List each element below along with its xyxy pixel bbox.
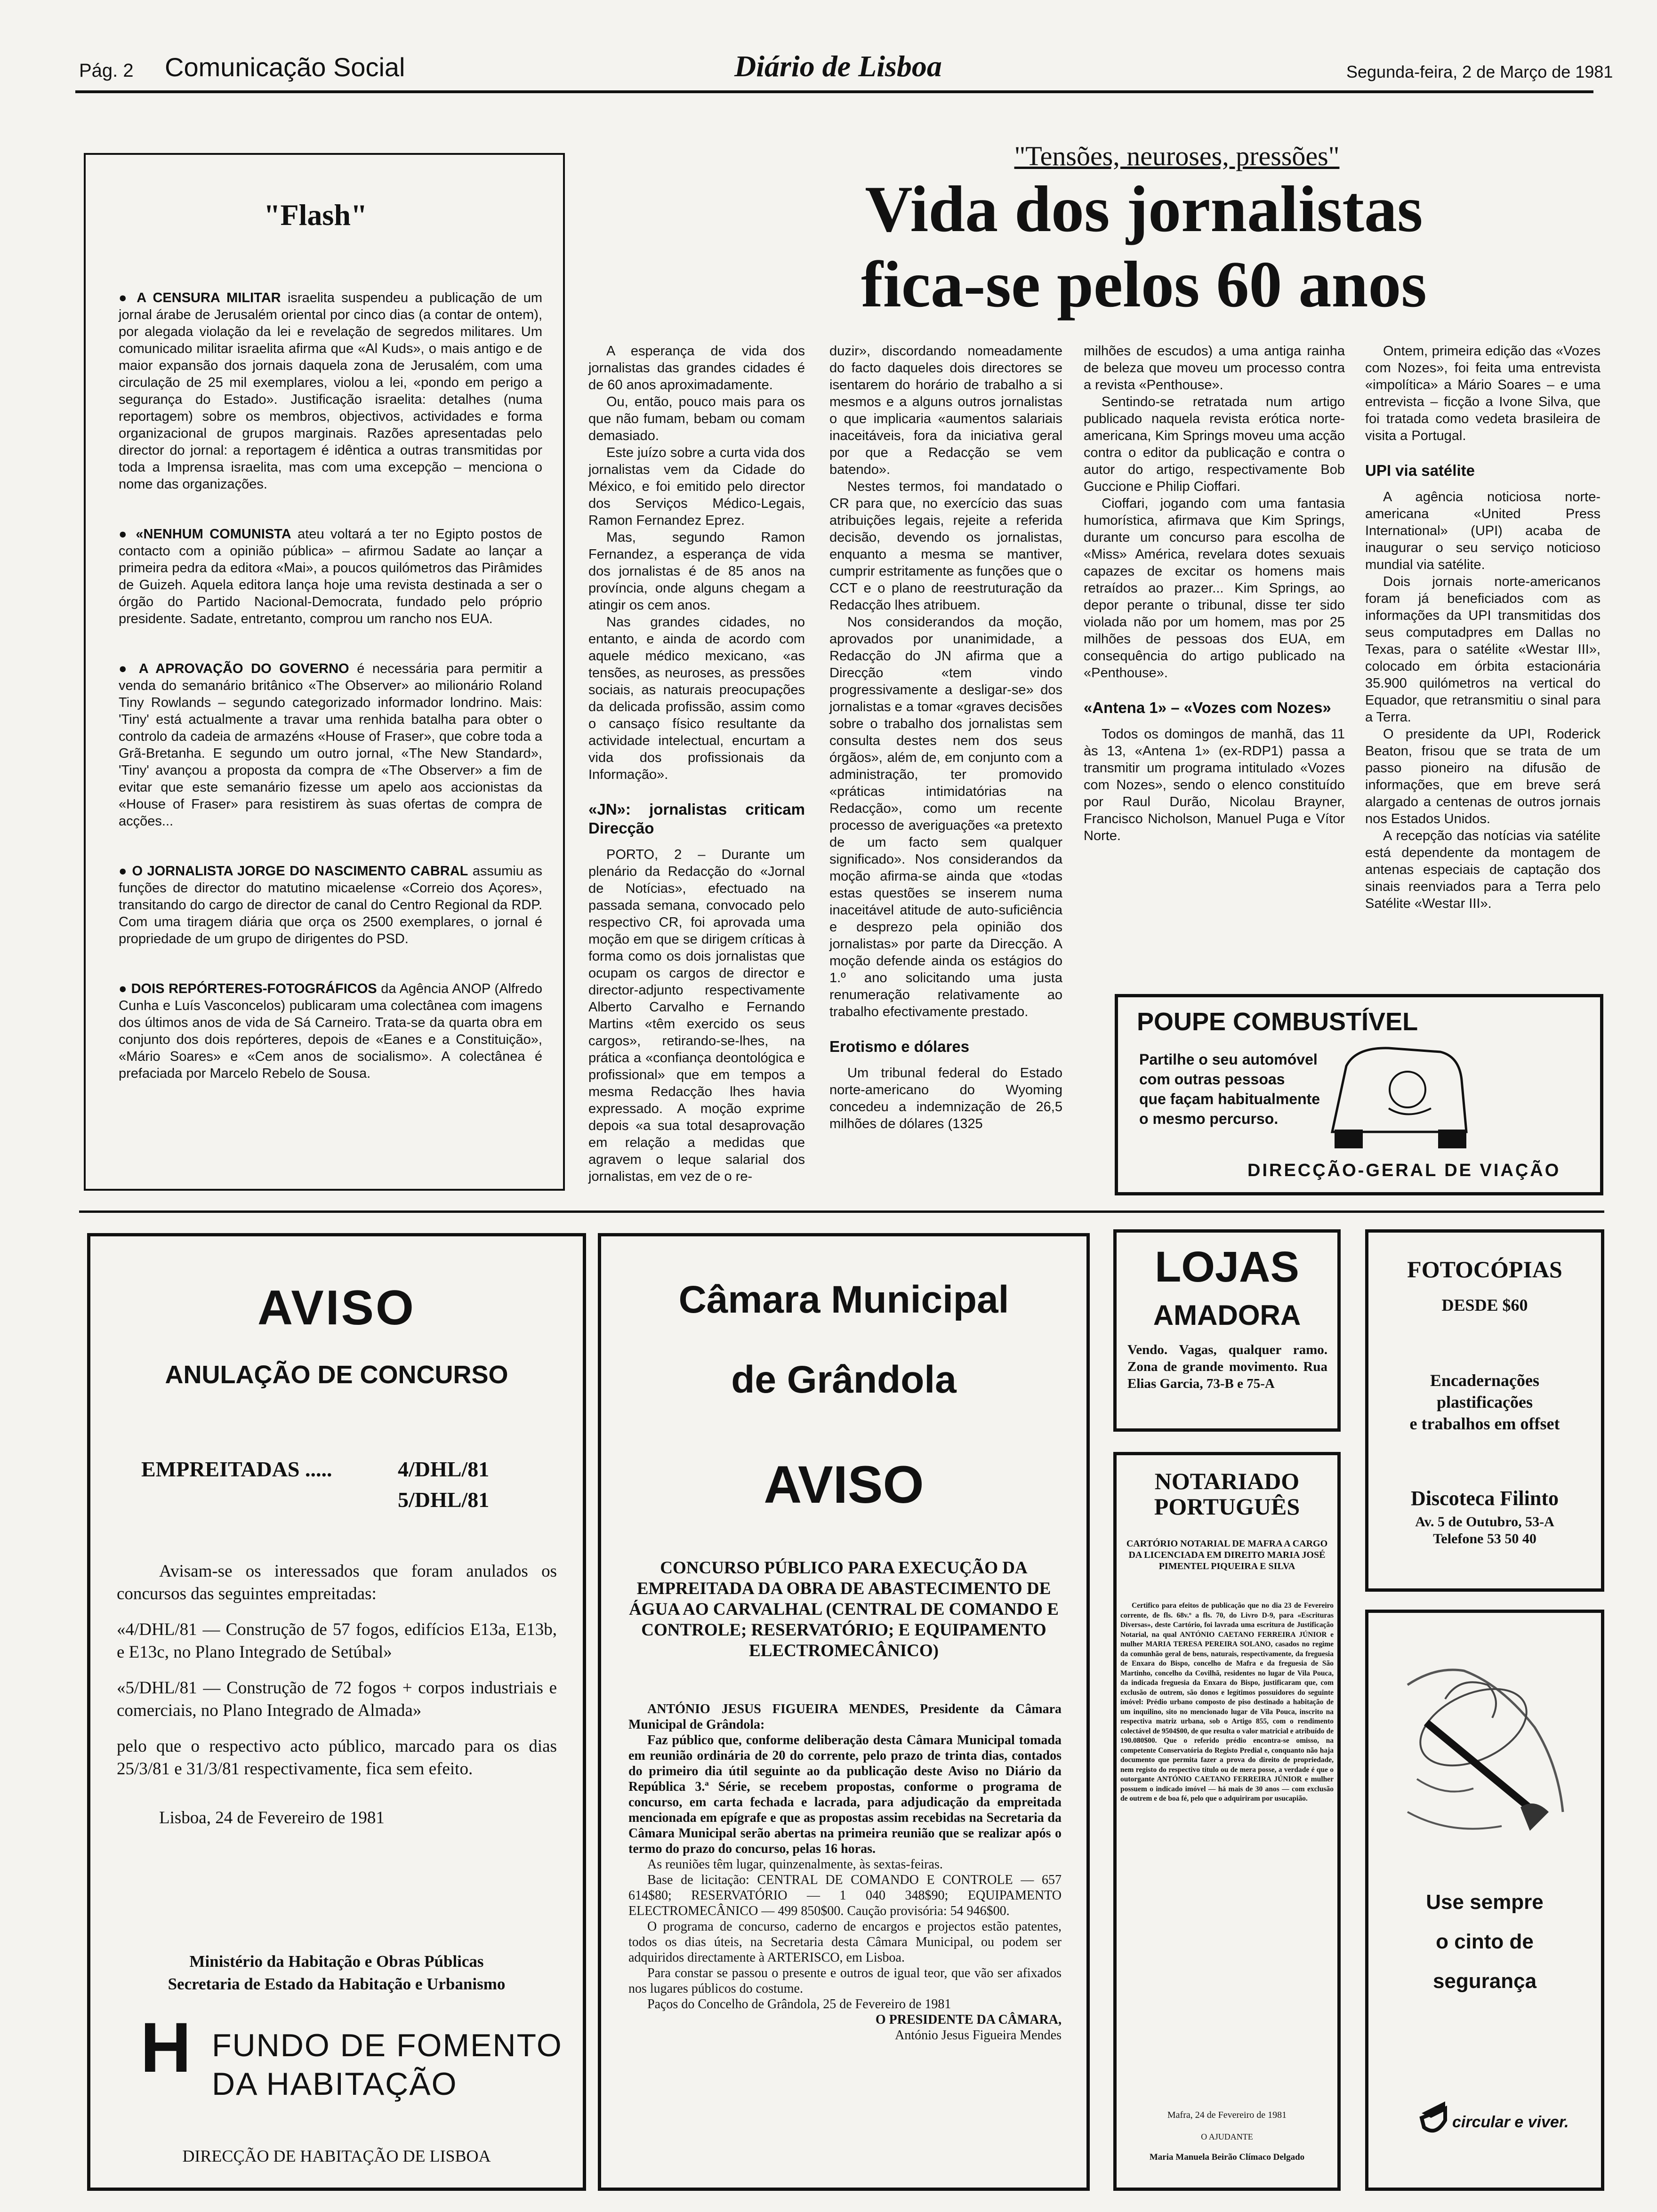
flash-item: ● «NENHUM COMUNISTA ateu voltará a ter no Egipto postos de contacto com a opinião pública» – afirmou Sadate ao lançar a primeira pedra da editora «Mai», a poucos quilómetros das Pirâmides de Guizeh. Aquela editora lança hoje uma revista destinada a ser o órgão do Partido Nacional-Democrata, fundado pelo próprio presidente. Sadate, entretanto, comprou um rancho nos EUA. [119, 527, 542, 626]
discoteca-address: Av. 5 de Outubro, 53-A Telefone 53 50 40 [1415, 1514, 1554, 1547]
cinto-text: Use sempre o cinto de segurança [1426, 1891, 1544, 1993]
poupe-title: POUPE COMBUSTÍVEL [1137, 1008, 1418, 1036]
seatbelt-driver-illustration [1379, 1657, 1591, 1864]
camara-title-1: Câmara Municipal [678, 1278, 1009, 1321]
aviso-footer: DIRECÇÃO DE HABITAÇÃO DE LISBOA [182, 2147, 491, 2165]
lojas-title-2: AMADORA [1153, 1299, 1301, 1331]
fotocopias-services: Encadernações plastificações e trabalhos em offset [1409, 1371, 1560, 1433]
flash-list [119, 289, 542, 1115]
aviso-title: AVISO [257, 1281, 416, 1335]
section-rule [79, 1210, 1604, 1213]
lojas-title-1: LOJAS [1155, 1243, 1299, 1291]
car-illustration [1318, 1038, 1478, 1151]
circular-brand: circular e viver. [1452, 2113, 1569, 2131]
discoteca-name: Discoteca Filinto [1410, 1487, 1559, 1510]
camara-aviso: AVISO [764, 1455, 924, 1514]
article-column-2: duzir», discordando nomeadamente do facto daqueles dois directores se isentarem do horário de trabalho a si mesmos e a alguns outros jornalistas o que implicaria «aumentos salariais inaceitáveis, fora da iniciativa geral por que a Redacção se vem batendo». Nestes termos, foi mandatado o CR para que, no exercício das suas atribuições legais, rejeite a referida decisão, devendo os jornalistas, enquanto a mesma se mantiver, cumprir estritamente as funções que o CCT e o plano de reestruturação da Redacção lhes atribuem. Nos considerandos da moção, aprovados por unanimidade, a Redacção do JN afirma que a Direcção «tem vindo progressivamente a desligar-se» dos jornalistas e a tomar «graves decisões sobre o trabalho dos jornalistas sem consulta destes nem dos seus órgãos», além de, em conjunto com a administração, ter promovido «práticas intimidatórias na Redacção», como um recente processo de averiguações «a pretexto de um facto sem qualquer significado». Nos considerandos da moção afirma-se ainda que «todas estas questões se inserem numa inaceitável atitude de auto-suficiência e desprezo pela opinião dos jornalistas» por parte da Direcção. A moção defende ainda os estágios do 1.º ano solicitando uma justa renumeração relativamente ao trabalho efectivamente prestado. Erotismo e dólares Um tribunal federal do Estado norte-americano do Wyoming concedeu a indemnização de 26,5 milhões de dólares (1325 [829, 344, 1062, 1131]
circular-logo-icon [1417, 2099, 1450, 2141]
flash-item: ● A CENSURA MILITAR israelita suspendeu a publicação de um jornal árabe de Jerusalém oriental por cinco dias (a contar de ontem), por alegada violação da lei e revelação de segredos militares. Um comunicado militar israelita afirma que «Al Kuds», o mais antigo e de maior expansão dos jornais daquela zona de Jerusalém, com uma circulação de 25 mil exemplares, violou a lei, «pondo em perigo a segurança do Estado». Justificação israelita: detalhes (numa reportagem) sobre os membros, objectivos, actividades e forma organizacional de grupos marginais. Razões apresentadas pelo director do jornal: a reportagem é idêntica a outras transmitidas por toda a Imprensa israelita, mas com uma excepção – menciona o nome das organizações. [119, 290, 542, 492]
ministry: Ministério da Habitação e Obras Públicas [189, 1952, 484, 1971]
article-headline-1: Vida dos jornalistas [865, 173, 1423, 246]
issue-date: Segunda-feira, 2 de Março de 1981 [1346, 62, 1613, 81]
article-column-3: milhões de escudos) a uma antiga rainha de beleza que moveu um processo contra a revista «Penthouse». Sentindo-se retratada num artigo publicado naquela revista erótica norte-americana, Kim Springs moveu uma acção contra o editor da publicação e contra o autor do artigo, respectivamente Bob Guccione e Philip Cioffari. Cioffari, jogando com uma fantasia humorística, afirmava que Kim Springs, durante um concurso para escolha de «Miss» América, revelara dotes sexuais capazes de excitar os homens mais retraídos ao prazer... Kim Springs, ao depor perante o tribunal, disse ter sido violada não por um homem, mas por 25 milhões de pessoas dos EUA, em consequência do artigo publicado na «Penthouse». «Antena 1» – «Vozes com Nozes» Todos os domingos de manhã, das 11 às 13, «Antena 1» (ex-RDP1) passa a transmitir um programa intitulado «Vozes com Nozes», sendo o elenco constituído por Raul Durão, Nicolau Brayner, Francisco Nicholson, Manuel Puga e Vítor Norte. [1084, 344, 1345, 843]
camara-title-2: de Grândola [731, 1358, 957, 1401]
subhead-erotismo: Erotismo e dólares [829, 1038, 970, 1055]
subhead-jn: «JN»: jornalistas criticam Direcção [588, 801, 805, 837]
fundo-name: FUNDO DE FOMENTO DA HABITAÇÃO [212, 2028, 563, 2102]
notariado-body: Certifico para efeitos de publicação que no dia 23 de Fevereiro corrente, de fls. 68v.º a fls. 70, do Livro D-9, para «Escrituras Diversas», deste Cartório, foi lavrada uma escritura de Justificação Notarial, na qual ANTÓNIO CAETANO FERREIRA JÚNIOR e mulher MARIA TERESA PEREIRA SOLANO, casados no regime da comunhão geral de bens, naturais, respectivamente, da freguesia de Enxara do Bispo, concelho de Mafra e da freguesia de São Martinho, concelho da Covilhã, residentes no lugar de Vila Pouca, da indicada freguesia da Enxara do Bispo, justificaram que, com exclusão de outrem, são donos e legítimos possuidores do seguinte imóvel: Prédio urbano composto de piso destinado a habitação de um inquilino, sito no mencionado lugar de Vila Pouca, inscrito na respectiva matriz urbana, sob o Artigo 855, com o rendimento colectável de 9504$00, de que resulta o valor matricial e atribuído de 190.080$00. Que o referido prédio encontra-se omisso, na competente Conservatória do Registo Predial e, conquanto não haja documento que permita fazer a prova do direito de propriedade, nem registo do respectivo título ou de mera posse, a verdade é que o outorgante ANTÓNIO CAETANO FERREIRA JÚNIOR e mulher possuem o indicado imóvel — há mais de 30 anos — com exclusão de outrem e de boa fé, pelo que o adquiriram por usucapião. [1120, 1602, 1334, 1803]
article-headline-2: fica-se pelos 60 anos [861, 248, 1427, 321]
fotocopias-price: DESDE $60 [1441, 1296, 1528, 1314]
empreitadas-label: EMPREITADAS ..... [141, 1457, 332, 1481]
fundo-logo-icon: H [140, 2008, 192, 2087]
header-rule [75, 90, 1593, 93]
secretary: Secretaria de Estado da Habitação e Urbanismo [168, 1975, 506, 1993]
empreitada-2: 5/DHL/81 [398, 1488, 490, 1512]
masthead: Diário de Lisboa [734, 49, 942, 83]
flash-item: ● A APROVAÇÃO DO GOVERNO é necessária para permitir a venda do semanário britânico «The Observer» ao milionário Roland Tiny Rowlands – segundo categorizado informador londrino. Mais: 'Tiny' está actualmente a travar uma renhida batalha para obter o controlo da cadeia de armazéns «House of Fraser», que cobre toda a Grã-Bretanha. E segundo um outro jornal, «The New Standard», 'Tiny' avançou a proposta da compra de «The Observer» a fim de evitar que este semanário fizesse um apelo aos accionistas da «House of Fraser» para resistirem às suas ofertas de compra de acções... [119, 661, 542, 829]
notariado-name: Maria Manuela Beirão Clímaco Delgado [1149, 2152, 1305, 2162]
notariado-date: Mafra, 24 de Fevereiro de 1981 [1167, 2110, 1287, 2120]
article-column-4: Ontem, primeira edição das «Vozes com Nozes», foi feita uma entrevista «impolítica» a Mário Soares – e uma entrevista – ficção a Ivone Silva, que foi tratada como vedeta brasileira de visita a Portugal. UPI via satélite A agência noticiosa norte-americana «United Press International» (UPI) acaba de inaugurar o seu serviço noticioso mundial via satélite. Dois jornais norte-americanos foram já beneficiados com as informações da UPI transmitidas dos seus computadpres em Dallas no Texas, para o satélite «Westar III», colocado em órbita estacionária 35.900 quilómetros na vertical do Equador, que retransmitiu o sinal para a Terra. O presidente da UPI, Roderick Beaton, frisou que se trata de um passo pioneiro na difusão de informações, que em breve será alargado a centenas de outros jornais nos Estados Unidos. A recepção das notícias via satélite está dependente da montagem de antenas especiais de captação dos sinais reenviados para a Terra pelo Satélite «Westar III». [1365, 344, 1601, 911]
poupe-footer: DIRECÇÃO-GERAL DE VIAÇÃO [1247, 1161, 1561, 1180]
camara-body: ANTÓNIO JESUS FIGUEIRA MENDES, Presidente da Câmara Municipal de Grândola: Faz público que, conforme deliberação desta Câmara Municipal tomada em reunião ordinária de 20 do corrente, pelo prazo de trinta dias, contados do primeiro dia útil seguinte ao da publicação deste Aviso no Diário da República 3.ª Série, se recebem propostas, conforme o programa de concurso, em carta fechada e lacrada, para adjudicação da empreitada mencionada em epígrafe e que as propostas assim recebidas na Secretaria da Câmara Municipal serão abertas na primeira reunião que se realizar após o termo do prazo do concurso, pelas 16 horas. As reuniões têm lugar, quinzenalmente, às sextas-feiras. Base de licitação: CENTRAL DE COMANDO E CONTROLE — 657 614$80; RESERVATÓRIO — 1 040 348$90; EQUIPAMENTO ELECTROMECÂNICO — 499 850$00. Caução provisória: 54 946$00. O programa de concurso, caderno de encargos e projectos estão patentes, todos os dias úteis, na Secretaria desta Câmara Municipal, ou podem ser adquiridos directamente à ARTERISCO, em Lisboa. Para constar se passou o presente e outros de igual teor, que vão ser afixados nos lugares públicos do costume. Paços do Concelho de Grândola, 25 de Fevereiro de 1981 O PRESIDENTE DA CÂMARA, António Jesus Figueira Mendes [628, 1702, 1062, 2043]
aviso-body: Avisam-se os interessados que foram anulados os concursos das seguintes empreitadas: «4/DHL/81 — Construção de 57 fogos, edifícios E13a, E13b, e E13c, no Plano Integrado de Setúbal» «5/DHL/81 — Construção de 72 fogos + corpos industriais e comerciais, no Plano Integrado de Almada» pelo que o respectivo acto público, marcado para os dias 25/3/81 e 31/3/81 respectivamente, fica sem efeito. Lisboa, 24 de Fevereiro de 1981 [117, 1562, 557, 1827]
empreitada-1: 4/DHL/81 [398, 1457, 490, 1481]
subhead-upi: UPI via satélite [1365, 462, 1475, 479]
article-kicker: "Tensões, neuroses, pressões" [1014, 141, 1340, 171]
notariado-role: O AJUDANTE [1201, 2132, 1253, 2141]
subhead-antena: «Antena 1» – «Vozes com Nozes» [1084, 699, 1331, 716]
lojas-text: Vendo. Vagas, qualquer ramo. Zona de grande movimento. Rua Elias Garcia, 73-B e 75-A [1127, 1342, 1327, 1391]
section-title: Comunicação Social [165, 52, 405, 82]
notariado-title-1: NOTARIADO [1154, 1468, 1300, 1494]
notariado-head: CARTÓRIO NOTARIAL DE MAFRA A CARGO DA LICENCIADA EM DIREITO MARIA JOSÉ PIMENTEL PIQUEIRA E SILVA [1126, 1539, 1328, 1571]
flash-item: ● DOIS REPÓRTERES-FOTOGRÁFICOS da Agência ANOP (Alfredo Cunha e Luís Vasconcelos) publicaram uma colectânea com imagens dos últimos anos de vida de Sá Carneiro. Trata-se da quarta obra em conjunto dos dois repórteres, depois de «Eanes e a Constituição», «Mário Soares» e «Cem anos de socialismo». A colectânea é prefaciada por Marcelo Rebelo de Sousa. [119, 981, 542, 1081]
flash-title: "Flash" [264, 198, 368, 232]
aviso-subtitle: ANULAÇÃO DE CONCURSO [165, 1361, 508, 1389]
page-number: Pág. 2 [79, 60, 134, 81]
fotocopias-title: FOTOCÓPIAS [1407, 1256, 1562, 1282]
flash-item: ● O JORNALISTA JORGE DO NASCIMENTO CABRAL assumiu as funções de director do matutino micaelense «Correio dos Açores», transitando do cargo de director de canal do Centro Regional da RDP. Com uma tiragem diária que orça os 2500 exemplares, o jornal é propriedade de um grupo de dirigentes do PSD. [119, 864, 543, 946]
poupe-text: Partilhe o seu automóvel com outras pessoas que façam habitualmente o mesmo percurso. [1139, 1051, 1320, 1127]
camara-concurso: CONCURSO PÚBLICO PARA EXECUÇÃO DA EMPREITADA DA OBRA DE ABASTECIMENTO DE ÁGUA AO CARVALHAL (CENTRAL DE COMANDO E CONTROLE; RESERVATÓRIO; E EQUIPAMENTO ELECTROMECÂNICO) [629, 1558, 1059, 1660]
notariado-title-2: PORTUGUÊS [1154, 1493, 1300, 1520]
article-column-1: A esperança de vida dos jornalistas das grandes cidades é de 60 anos aproximadamente. Ou, então, pouco mais para os que não fumam, bebam ou comam demasiado. Este juízo sobre a curta vida dos jornalistas vem da Cidade do México, e foi emitido pelo director dos Serviços Médico-Legais, Ramon Fernandez Eprez. Mas, segundo Ramon Fernandez, a esperança de vida dos jornalistas é de 85 anos na província, onde alguns chegam a atingir os cem anos. Nas grandes cidades, no entanto, e ainda de acordo com aquele médico mexicano, «as tensões, as neuroses, as pressões sociais, as naturais preocupações da delicada profissão, assim como o cansaço físico resultante da actividade intelectual, encurtam a vida dos profissionais da Informação». «JN»: jornalistas criticam Direcção PORTO, 2 – Durante um plenário da Redacção do «Jornal de Notícias», efectuado na passada semana, convocado pelo respectivo CR, foi aprovada uma moção em que se dirigem críticas à forma como os dois jornalistas que ocupam os cargos de director e director-adjunto respectivamente Alberto Carvalho e Fernando Martins «têm exercido os seus cargos», retirando-se-lhes, na prática a «confiança deontológica e profissional» que em tempos a mesma Redacção lhes havia expressado. A moção exprime depois «a sua total desaprovação em relação a medidas que agravem o leque salarial dos jornalistas, em vez de o re- [588, 344, 805, 1184]
